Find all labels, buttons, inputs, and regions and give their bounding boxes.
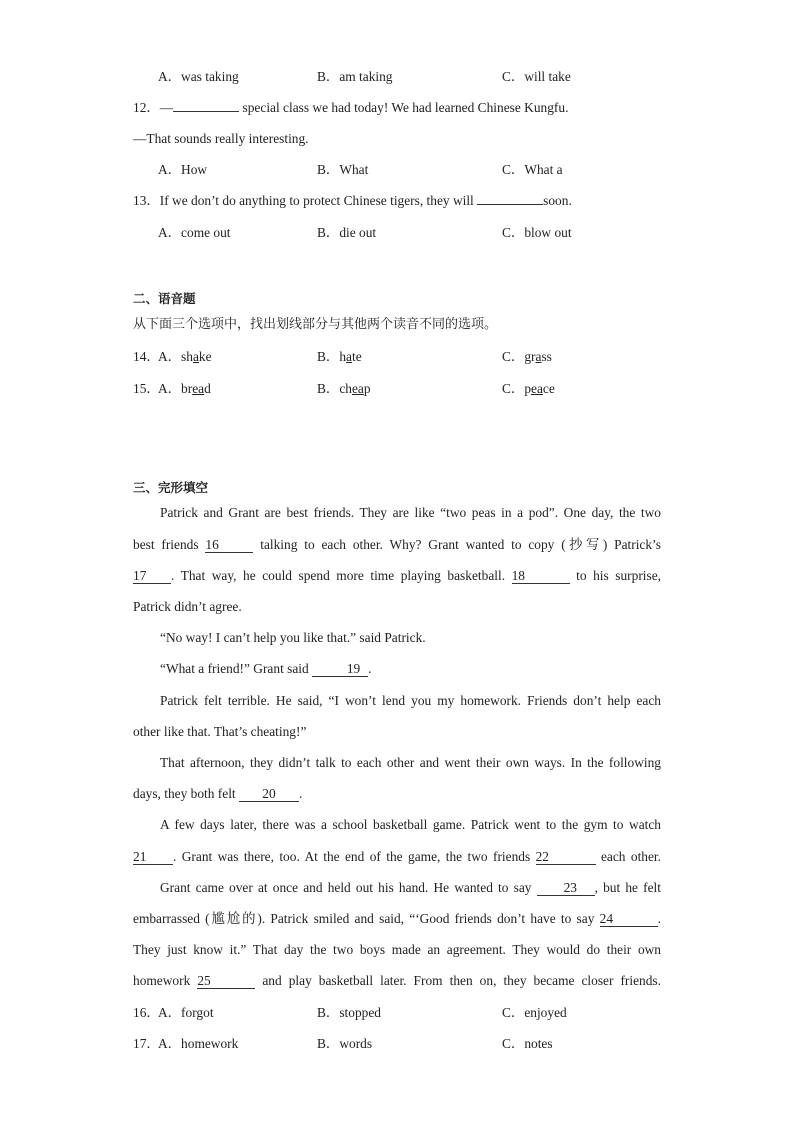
passage-line-16 (133, 972, 661, 990)
section3-title: 三、完形填空 (133, 480, 209, 495)
q13-question (133, 192, 572, 210)
q14-number: 14． (133, 349, 160, 364)
q16-option-a[interactable]: A．forgot (158, 1005, 214, 1020)
passage-text: . (368, 661, 372, 676)
q16-number: 16． (133, 1005, 160, 1020)
q14-c-underlined: a (535, 349, 542, 364)
passage-text: . Grant was there, too. At the end of the game, the two friends (173, 849, 536, 864)
blank-20: 20 (239, 786, 299, 802)
q14-option-a[interactable] (158, 348, 212, 366)
passage-line-1: Patrick and Grant are best friends. They are like “two peas in a pod”. One day, the two (160, 505, 661, 520)
blank-19: 19 (312, 661, 368, 677)
q14-b-post: te (351, 349, 362, 364)
passage-line-11: A few days later, there was a school basketball game. Patrick went to the gym to watch (160, 817, 661, 832)
blank-18: 18 (512, 568, 570, 584)
q12-option-b[interactable]: B．What (317, 162, 369, 177)
q12-option-a[interactable]: A．How (158, 162, 208, 177)
q12-number: 12．— (133, 100, 174, 115)
passage-line-13 (133, 879, 661, 897)
q15-b-pre: B．ch (317, 381, 352, 396)
blank-21: 21 (133, 849, 173, 865)
q15-b-post: p (363, 381, 371, 396)
q11-option-a[interactable]: A．was taking (158, 69, 239, 84)
q14-a-post: ke (198, 349, 212, 364)
passage-line-10 (133, 785, 661, 803)
q15-number: 15． (133, 381, 160, 396)
blank-23: 23 (537, 880, 595, 896)
passage-text: . (299, 786, 303, 801)
passage-line-2 (133, 536, 661, 554)
passage-text: . (657, 911, 661, 926)
q12-question (133, 99, 568, 117)
q15-c-underlined: ea (531, 381, 543, 396)
passage-text: and play basketball later. From then on, they became closer friends. (255, 973, 661, 988)
q12-option-c[interactable]: C．What a (502, 162, 563, 177)
passage-text: , but he felt (594, 880, 661, 895)
passage-text: best friends (133, 537, 206, 552)
q15-a-pre: A．br (158, 381, 193, 396)
q14-a-underlined: a (192, 349, 199, 364)
passage-line-7: Patrick felt terrible. He said, “I won’t lend you my homework. Friends don’t help each (160, 693, 661, 708)
q13-option-b[interactable]: B．die out (317, 225, 377, 240)
q17-number: 17． (133, 1036, 160, 1051)
q17-option-b[interactable]: B．words (317, 1036, 373, 1051)
passage-line-15: They just know it.” That day the two boys made an agreement. They would do their own (133, 942, 661, 957)
q17-option-a[interactable]: A．homework (158, 1036, 239, 1051)
q12-text: special class we had today! We had learned Chinese Kungfu. (239, 100, 569, 115)
passage-text: each other. (595, 849, 661, 864)
q14-option-b[interactable] (317, 348, 362, 366)
q13-option-c[interactable]: C．blow out (502, 225, 572, 240)
q15-c-pre: C．p (502, 381, 532, 396)
passage-line-4: Patrick didn’t agree. (133, 599, 242, 614)
passage-text: “What a friend!” Grant said (160, 661, 313, 676)
q11-option-c[interactable]: C．will take (502, 69, 571, 84)
q13-text-end: soon. (543, 193, 572, 208)
section2-title: 二、语音题 (133, 291, 196, 306)
q14-b-pre: B．h (317, 349, 347, 364)
q14-b-underlined: a (346, 349, 352, 364)
passage-line-3 (133, 567, 661, 585)
q13-option-a[interactable]: A．come out (158, 225, 231, 240)
q15-c-post: ce (542, 381, 555, 396)
passage-line-6 (133, 660, 661, 678)
q17-option-c[interactable]: C．notes (502, 1036, 553, 1051)
q14-c-post: ss (541, 349, 552, 364)
q15-a-underlined: ea (192, 381, 205, 396)
passage-text: talking to each other. Why? Grant wanted to copy (抄写) Patrick’s (253, 537, 661, 552)
q13-blank (477, 204, 543, 205)
q15-a-post: d (204, 381, 211, 396)
passage-line-5: “No way! I can’t help you like that.” said Patrick. (160, 630, 426, 645)
passage-line-8: other like that. That’s cheating!” (133, 724, 307, 739)
q14-option-c[interactable] (502, 348, 552, 366)
passage-text: to his surprise, (569, 568, 662, 583)
passage-text: homework (133, 973, 198, 988)
q14-a-pre: A．sh (158, 349, 193, 364)
blank-25: 25 (197, 973, 255, 989)
q16-option-b[interactable]: B．stopped (317, 1005, 381, 1020)
q11-option-b[interactable]: B．am taking (317, 69, 393, 84)
blank-22: 22 (536, 849, 596, 865)
passage-line-14 (133, 910, 661, 928)
passage-text: embarrassed (尴尬的). Patrick smiled and said, “‘Good friends don’t have to say (133, 911, 600, 926)
q12-reply: —That sounds really interesting. (133, 131, 309, 146)
q12-blank (173, 111, 239, 112)
passage-line-12 (133, 848, 661, 866)
q15-option-c[interactable] (502, 380, 555, 398)
blank-16: 16 (205, 537, 253, 553)
q13-text: 13．If we don’t do anything to protect Chinese tigers, they will (133, 193, 478, 208)
passage-text: . That way, he could spend more time playing basketball. (171, 568, 512, 583)
q14-c-pre: C．gr (502, 349, 536, 364)
passage-text: Grant came over at once and held out his hand. He wanted to say (160, 880, 537, 895)
blank-17: 17 (133, 568, 171, 584)
section2-instruction: 从下面三个选项中，找出划线部分与其他两个读音不同的选项。 (133, 317, 498, 332)
passage-line-9: That afternoon, they didn’t talk to each other and went their own ways. In the following (160, 755, 661, 770)
blank-24: 24 (600, 911, 658, 927)
passage-text: days, they both felt (133, 786, 239, 801)
q15-option-b[interactable] (317, 380, 371, 398)
q15-option-a[interactable] (158, 380, 211, 398)
q15-b-underlined: ea (351, 381, 364, 396)
q16-option-c[interactable]: C．enjoyed (502, 1005, 567, 1020)
